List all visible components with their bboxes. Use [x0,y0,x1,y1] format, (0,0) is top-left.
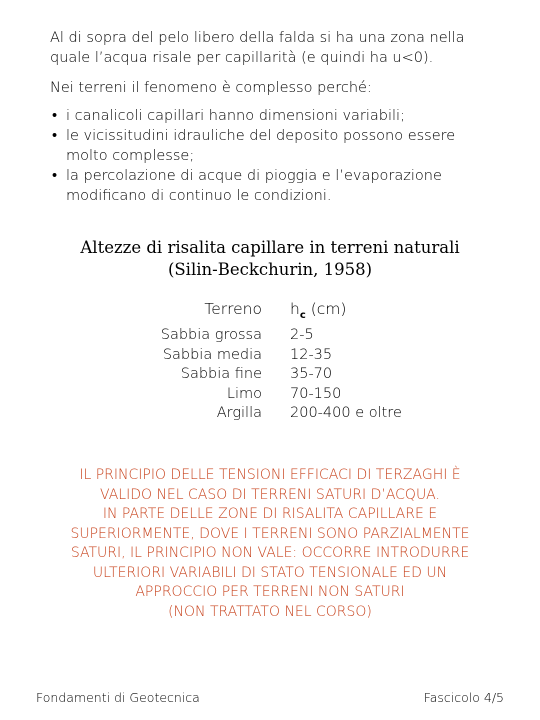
intro-paragraph: Al di sopra del pelo libero della falda si ha una zona nella quale l’acqua risale per capillarità (e quindi ha u<0). [50,30,465,66]
bullet-item [50,106,500,126]
note-line: SUPERIORMENTE, DOVE I TERRENI SONO PARZIALMENTE [70,525,470,542]
note-line: (NON TRATTATO NEL CORSO) [168,603,372,620]
table-title [0,237,540,281]
terzaghi-note [30,466,510,622]
note-line: ULTERIORI VARIABILI DI STATO TENSIONALE ED UN [92,564,448,581]
bullet-text: le vicissitudini idrauliche del deposito possono essere molto complesse; [66,128,456,164]
hc-column [290,326,402,424]
column-header-soil: Terreno [204,300,262,318]
soil-cell: Sabbia media [162,346,262,363]
bullet-icon: • [52,108,58,124]
soil-column [161,326,262,424]
bullet-item [50,166,500,206]
note-line: IN PARTE DELLE ZONE DI RISALITA CAPILLARE E [102,506,438,522]
soil-cell: Sabbia grossa [160,327,262,343]
bullet-list [50,106,500,206]
bullet-icon: • [52,128,58,144]
note-line: VALIDO NEL CASO DI TERRENI SATURI D’ACQUA. [100,486,440,503]
soil-cell: Limo [226,385,262,402]
bullet-item [50,126,500,166]
note-line: SATURI, IL PRINCIPIO NON VALE: OCCORRE INTRODURRE [70,545,470,561]
footer-course-name: Fondamenti di Geotecnica [36,690,200,705]
bullet-icon: • [52,168,58,184]
table-source-line: (Silin-Beckchurin, 1958) [167,260,373,279]
bullet-text: i canalicoli capillari hanno dimensioni variabili; [66,108,405,124]
hc-symbol: h [290,300,300,318]
note-line: APPROCCIO PER TERRENI NON SATURI [135,584,405,600]
hc-unit: (cm) [305,300,347,318]
table-title-line: Altezze di risalita capillare in terreni naturali [80,238,460,257]
hc-cell: 200-400 e oltre [290,405,402,421]
footer-page-number: Fascicolo 4/5 [423,690,504,705]
bullet-text: la percolazione di acque di pioggia e l’evaporazione modificano di continuo le condizioni. [66,168,442,204]
hc-cell: 70-150 [290,385,342,402]
hc-cell: 2-5 [290,327,314,343]
soil-cell: Argilla [216,405,262,421]
hc-subscript: c [299,310,306,322]
soil-cell: Sabbia fine [180,366,262,382]
column-header-hc [290,300,346,326]
hc-cell: 12-35 [290,346,333,363]
hc-cell: 35-70 [290,366,333,382]
lead-paragraph: Nei terreni il fenomeno è complesso perché: [50,80,372,96]
note-line: IL PRINCIPIO DELLE TENSIONI EFFICACI DI TERZAGHI È [79,467,461,483]
